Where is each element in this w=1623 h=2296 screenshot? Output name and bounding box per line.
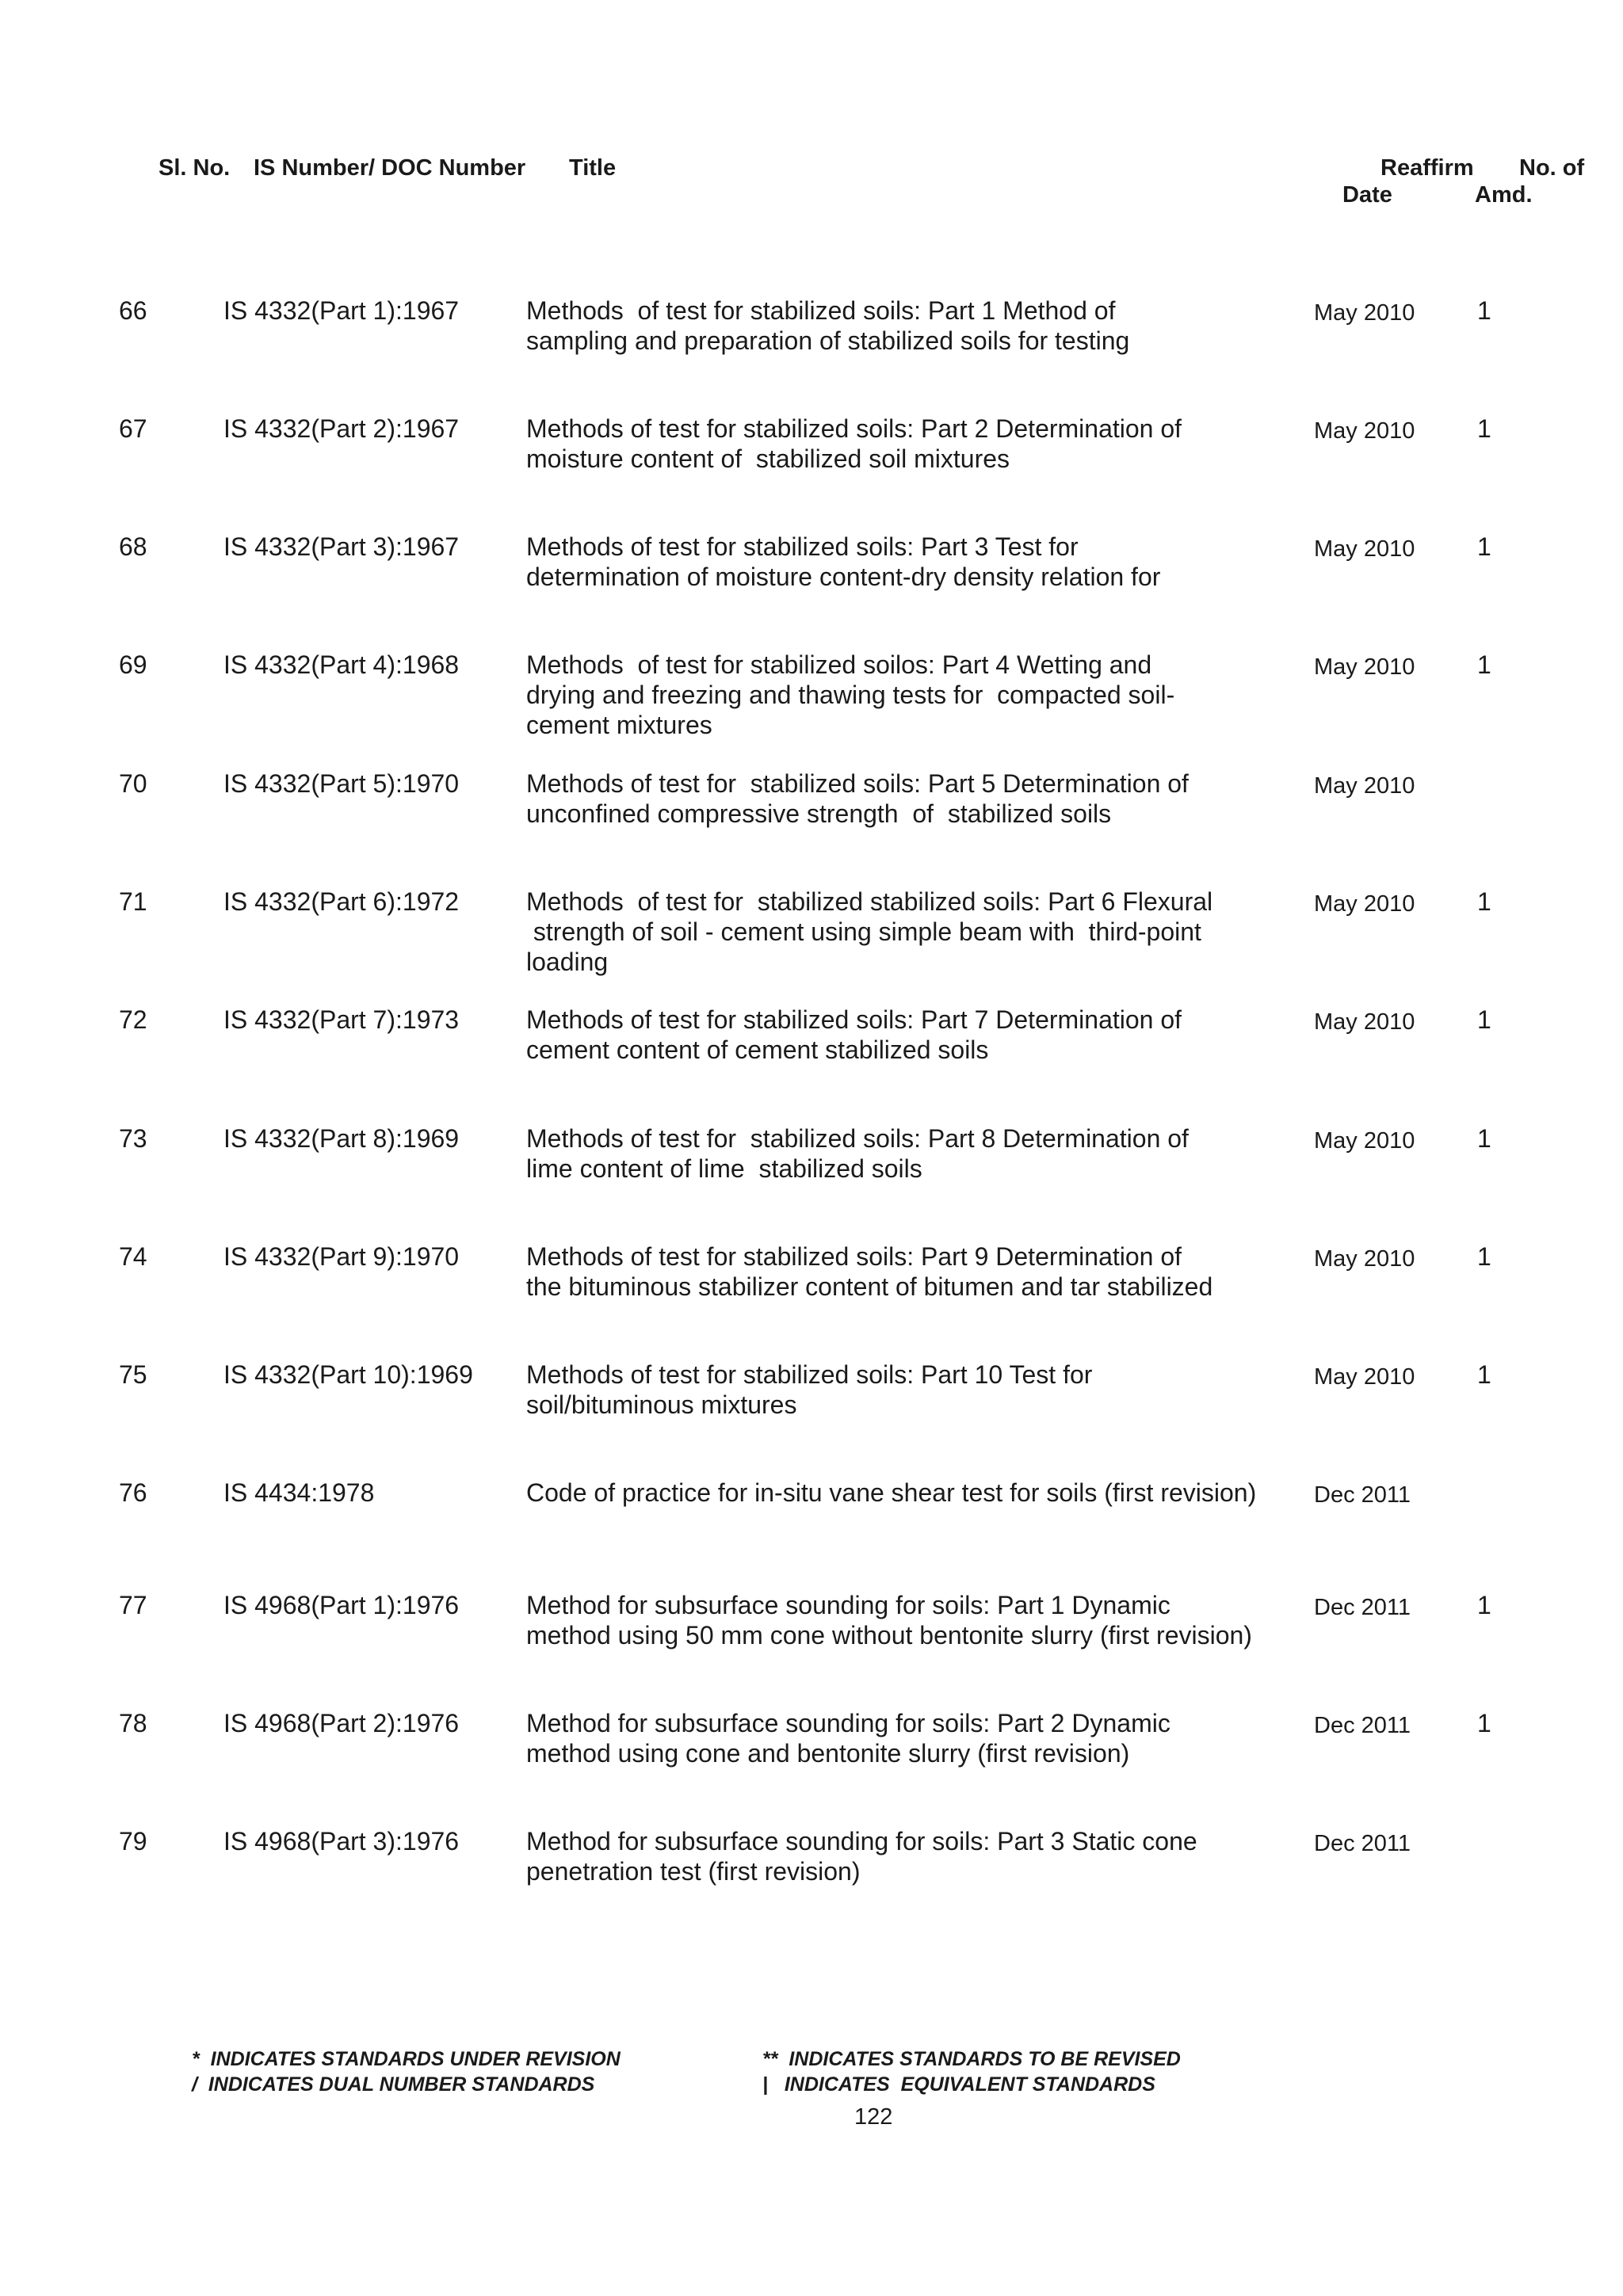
header-sl-no: Sl. No.: [158, 155, 231, 181]
title-line: penetration test (first revision): [526, 1857, 861, 1886]
amendment-count: 1: [1477, 1591, 1491, 1619]
reaffirm-date: May 2010: [1314, 773, 1415, 799]
title-line: determination of moisture content-dry density relation for: [526, 563, 1161, 591]
title-line: Methods of test for stabilized soils: Part 9 Determination of: [526, 1242, 1182, 1271]
title-line: Methods of test for stabilized soils: Part 3 Test for: [526, 532, 1079, 561]
serial-number: 70: [119, 769, 147, 798]
header-no-of: No. of: [1519, 155, 1585, 181]
reaffirm-date: May 2010: [1314, 300, 1415, 326]
amendment-count: 1: [1477, 1242, 1491, 1271]
standard-title: [526, 1123, 1189, 1184]
title-line: moisture content of stabilized soil mixtures: [526, 444, 1010, 473]
reaffirm-date: May 2010: [1314, 418, 1415, 444]
is-number: IS 4332(Part 8):1969: [223, 1124, 460, 1153]
standard-title: [526, 1590, 1252, 1650]
is-number: IS 4332(Part 5):1970: [223, 769, 460, 798]
is-number: IS 4434:1978: [223, 1478, 375, 1507]
is-number: IS 4332(Part 3):1967: [223, 532, 460, 561]
standard-title: [526, 296, 1129, 356]
standard-title: [526, 887, 1212, 977]
title-line: cement content of cement stabilized soils: [526, 1035, 989, 1064]
reaffirm-date: May 2010: [1314, 536, 1415, 562]
amendment-count: 1: [1477, 1360, 1491, 1389]
amendment-count: 1: [1477, 414, 1491, 443]
is-number: IS 4332(Part 10):1969: [223, 1360, 473, 1389]
title-line: cement mixtures: [526, 711, 712, 739]
reaffirm-date: Dec 2011: [1314, 1595, 1411, 1620]
serial-number: 72: [119, 1005, 147, 1034]
amendment-count: 1: [1477, 1005, 1491, 1034]
title-line: Method for subsurface sounding for soils: Part 2 Dynamic: [526, 1709, 1170, 1737]
standard-title: [526, 1478, 1256, 1508]
is-number: IS 4332(Part 9):1970: [223, 1242, 460, 1271]
legend-under-revision: * INDICATES STANDARDS UNDER REVISION: [192, 2048, 621, 2070]
title-line: Methods of test for stabilized soils: Part 2 Determination of: [526, 414, 1182, 443]
legend-to-be-revised: ** INDICATES STANDARDS TO BE REVISED: [762, 2048, 1181, 2070]
header-amd: Amd.: [1475, 182, 1533, 208]
title-line: Methods of test for stabilized soils: Part 7 Determination of: [526, 1005, 1182, 1034]
header-date: Date: [1342, 182, 1392, 208]
title-line: Method for subsurface sounding for soils: Part 3 Static cone: [526, 1827, 1197, 1855]
reaffirm-date: May 2010: [1314, 1246, 1415, 1272]
serial-number: 66: [119, 296, 147, 325]
title-line: Methods of test for stabilized soils: Part 5 Determination of: [526, 769, 1189, 798]
serial-number: 69: [119, 650, 147, 679]
reaffirm-date: May 2010: [1314, 1009, 1415, 1035]
title-line: Methods of test for stabilized soils: Part 1 Method of: [526, 296, 1116, 325]
title-line: method using cone and bentonite slurry (first revision): [526, 1739, 1130, 1768]
serial-number: 75: [119, 1360, 147, 1389]
title-line: Code of practice for in-situ vane shear test for soils (first revision): [526, 1478, 1257, 1507]
header-title: Title: [569, 155, 617, 181]
title-line: method using 50 mm cone without bentonite slurry (first revision): [526, 1621, 1252, 1650]
serial-number: 68: [119, 532, 147, 561]
page-number: 122: [854, 2104, 893, 2130]
is-number: IS 4332(Part 6):1972: [223, 887, 460, 916]
title-line: sampling and preparation of stabilized soils for testing: [526, 326, 1130, 355]
reaffirm-date: Dec 2011: [1314, 1831, 1411, 1856]
standard-title: [526, 1241, 1212, 1302]
is-number: IS 4968(Part 3):1976: [223, 1827, 460, 1855]
is-number: IS 4332(Part 4):1968: [223, 650, 460, 679]
amendment-count: 1: [1477, 650, 1491, 679]
serial-number: 67: [119, 414, 147, 443]
reaffirm-date: May 2010: [1314, 654, 1415, 680]
standard-title: [526, 1005, 1182, 1065]
title-line: Methods of test for stabilized soils: Part 8 Determination of: [526, 1124, 1189, 1153]
amendment-count: 1: [1477, 1124, 1491, 1153]
is-number: IS 4332(Part 7):1973: [223, 1005, 460, 1034]
standard-title: [526, 1360, 1092, 1420]
serial-number: 77: [119, 1591, 147, 1619]
amendment-count: 1: [1477, 296, 1491, 325]
title-line: soil/bituminous mixtures: [526, 1390, 797, 1419]
standard-title: [526, 650, 1174, 740]
title-line: lime content of lime stabilized soils: [526, 1154, 922, 1183]
header-is-number: IS Number/ DOC Number: [254, 155, 526, 181]
reaffirm-date: May 2010: [1314, 891, 1415, 917]
header-reaffirm: Reaffirm: [1381, 155, 1474, 181]
title-line: strength of soil - cement using simple beam with third-point: [526, 917, 1201, 946]
title-line: loading: [526, 948, 609, 976]
legend-dual-number: / INDICATES DUAL NUMBER STANDARDS: [192, 2073, 595, 2096]
title-line: Methods of test for stabilized soils: Part 10 Test for: [526, 1360, 1093, 1389]
serial-number: 79: [119, 1827, 147, 1855]
serial-number: 78: [119, 1709, 147, 1737]
title-line: Methods of test for stabilized soilos: Part 4 Wetting and: [526, 650, 1152, 679]
serial-number: 73: [119, 1124, 147, 1153]
amendment-count: 1: [1477, 1709, 1491, 1737]
reaffirm-date: Dec 2011: [1314, 1713, 1411, 1738]
title-line: unconfined compressive strength of stabilized soils: [526, 799, 1112, 828]
reaffirm-date: Dec 2011: [1314, 1482, 1411, 1508]
title-line: the bituminous stabilizer content of bitumen and tar stabilized: [526, 1272, 1213, 1301]
is-number: IS 4968(Part 1):1976: [223, 1591, 460, 1619]
amendment-count: 1: [1477, 532, 1491, 561]
serial-number: 74: [119, 1242, 147, 1271]
title-line: drying and freezing and thawing tests for compacted soil-: [526, 681, 1175, 709]
serial-number: 71: [119, 887, 147, 916]
serial-number: 76: [119, 1478, 147, 1507]
reaffirm-date: May 2010: [1314, 1128, 1415, 1154]
standard-title: [526, 1826, 1197, 1886]
standard-title: [526, 414, 1182, 474]
legend-equivalent: | INDICATES EQUIVALENT STANDARDS: [762, 2073, 1155, 2096]
is-number: IS 4968(Part 2):1976: [223, 1709, 460, 1737]
is-number: IS 4332(Part 1):1967: [223, 296, 460, 325]
title-line: Methods of test for stabilized stabilized soils: Part 6 Flexural: [526, 887, 1213, 916]
standard-title: [526, 1708, 1170, 1768]
title-line: Method for subsurface sounding for soils: Part 1 Dynamic: [526, 1591, 1170, 1619]
reaffirm-date: May 2010: [1314, 1364, 1415, 1390]
is-number: IS 4332(Part 2):1967: [223, 414, 460, 443]
amendment-count: 1: [1477, 887, 1491, 916]
standard-title: [526, 769, 1189, 829]
standard-title: [526, 532, 1160, 592]
